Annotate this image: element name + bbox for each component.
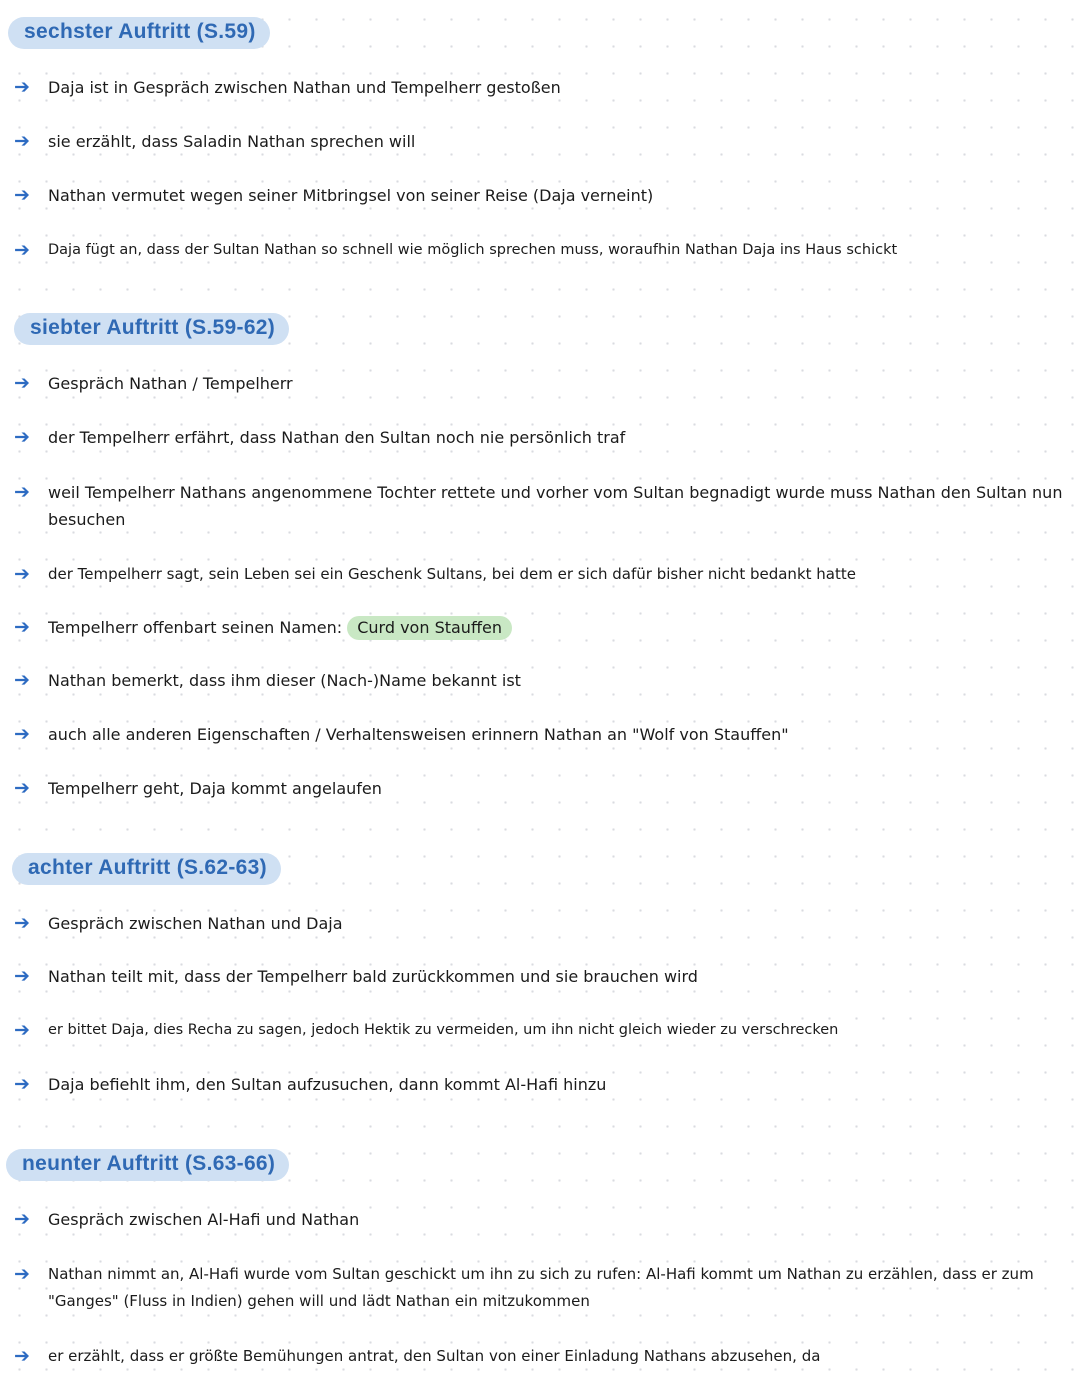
arrow-right-icon: ➔ (14, 1263, 30, 1285)
arrow-right-icon: ➔ (14, 723, 30, 745)
list-item (14, 128, 1076, 155)
list-item (14, 1017, 1076, 1044)
list-item-text (48, 614, 1076, 641)
list-item (14, 424, 1076, 451)
arrow-right-icon: ➔ (14, 1208, 30, 1230)
list-item-text: auch alle anderen Eigenschaften / Verhaltensweisen erinnern Nathan an "Wolf von Stauffen" (48, 725, 789, 744)
list-item-text: der Tempelherr sagt, sein Leben sei ein Geschenk Sultans, bei dem er sich dafür bisher nicht bedankt hatte (48, 565, 856, 583)
arrow-right-icon: ➔ (14, 1073, 30, 1095)
list-item (14, 561, 1076, 588)
list-item-text: Nathan nimmt an, Al-Hafi wurde vom Sultan geschickt um ihn zu sich zu rufen: Al-Hafi kommt um Nathan zu erzählen, dass er zum "Ganges" (Fluss in Indien) gehen will und lädt Nathan ein mitzukommen (48, 1265, 1034, 1310)
list-item (14, 1206, 1076, 1233)
list-item (14, 614, 1076, 641)
list-item (14, 1261, 1076, 1315)
list-item (14, 963, 1076, 990)
list-item (14, 721, 1076, 748)
arrow-right-icon: ➔ (14, 777, 30, 799)
list-item-text: Daja fügt an, dass der Sultan Nathan so schnell wie möglich sprechen muss, woraufhin Nathan Daja ins Haus schickt (48, 242, 898, 258)
arrow-right-icon: ➔ (14, 426, 30, 448)
list-item-text: Nathan bemerkt, dass ihm dieser (Nach-)Name bekannt ist (48, 671, 521, 690)
list-item-text: Gespräch zwischen Nathan und Daja (48, 914, 343, 933)
list-item-text: sie erzählt, dass Saladin Nathan sprechen will (48, 132, 416, 151)
list-item-text: er erzählt, dass er größte Bemühungen antrat, den Sultan von einer Einladung Nathans abzusehen, da (48, 1347, 821, 1365)
arrow-right-icon: ➔ (14, 1019, 30, 1041)
list-item (14, 1071, 1076, 1098)
list-item-text: Gespräch zwischen Al-Hafi und Nathan (48, 1210, 360, 1229)
list-item-text: Daja befiehlt ihm, den Sultan aufzusuchen, dann kommt Al-Hafi hinzu (48, 1075, 607, 1094)
arrow-right-icon: ➔ (14, 912, 30, 934)
list-item (14, 237, 1076, 264)
list-item-text: Tempelherr geht, Daja kommt angelaufen (48, 779, 382, 798)
list-item-text: er bittet Daja, dies Recha zu sagen, jedoch Hektik zu vermeiden, um ihn nicht gleich wieder zu verschrecken (48, 1022, 839, 1038)
list-item-text-prefix: Tempelherr offenbart seinen Namen: (48, 618, 343, 637)
section-heading-siebter-auftritt: siebter Auftritt (S.59-62) (14, 313, 289, 345)
list-item-text: der Tempelherr erfährt, dass Nathan den Sultan noch nie persönlich traf (48, 428, 626, 447)
arrow-right-icon: ➔ (14, 616, 30, 638)
list-item (14, 1343, 1076, 1370)
list-item (14, 74, 1076, 101)
list-item (14, 479, 1076, 533)
section-heading-neunter-auftritt: neunter Auftritt (S.63-66) (6, 1149, 289, 1181)
arrow-right-icon: ➔ (14, 563, 30, 585)
section-heading-sechster-auftritt: sechster Auftritt (S.59) (8, 17, 270, 49)
arrow-right-icon: ➔ (14, 669, 30, 691)
list-item-text: Gespräch Nathan / Tempelherr (48, 374, 293, 393)
list-item-text: weil Tempelherr Nathans angenommene Tochter rettete und vorher vom Sultan begnadigt wurde muss Nathan den Sultan nun besuchen (48, 483, 1063, 529)
list-item-text: Daja ist in Gespräch zwischen Nathan und Tempelherr gestoßen (48, 78, 561, 97)
list-item-text: Nathan teilt mit, dass der Tempelherr bald zurückkommen und sie brauchen wird (48, 967, 698, 986)
section-heading-achter-auftritt: achter Auftritt (S.62-63) (12, 853, 281, 885)
arrow-right-icon: ➔ (14, 130, 30, 152)
arrow-right-icon: ➔ (14, 76, 30, 98)
list-item (14, 910, 1076, 937)
list-item (14, 775, 1076, 802)
highlighted-name: Curd von Stauffen (347, 616, 512, 640)
arrow-right-icon: ➔ (14, 481, 30, 503)
list-item (14, 370, 1076, 397)
arrow-right-icon: ➔ (14, 239, 30, 261)
arrow-right-icon: ➔ (14, 1345, 30, 1367)
arrow-right-icon: ➔ (14, 372, 30, 394)
list-item-text: Nathan vermutet wegen seiner Mitbringsel von seiner Reise (Daja verneint) (48, 186, 654, 205)
arrow-right-icon: ➔ (14, 965, 30, 987)
arrow-right-icon: ➔ (14, 184, 30, 206)
list-item (14, 182, 1076, 209)
list-item (14, 667, 1076, 694)
